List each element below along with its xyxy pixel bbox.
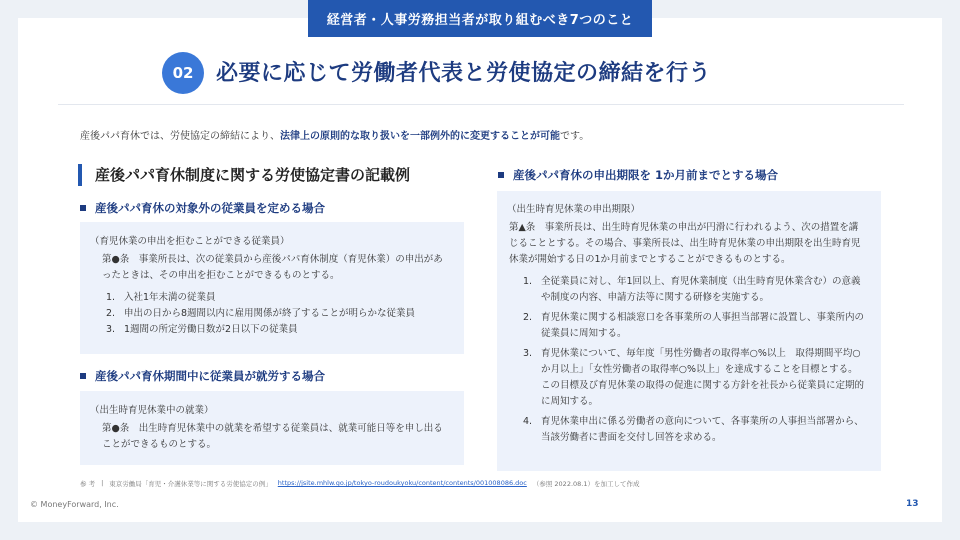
reference-suffix: （参照 2022.08.1）を加工して作成: [532, 480, 640, 488]
box-text: 第●条 出生時育児休業中の就業を希望する従業員は、就業可能日等を申し出ることができるものとする。: [102, 423, 443, 450]
reference-label: 参 考: [80, 480, 96, 488]
intro-pre: 産後パパ育休では、労使協定の締結により、: [80, 131, 280, 142]
list-item: 1. 全従業員に対し、年1回以上、育児休業制度（出生時育児休業含む）の意義や制度の内容、申請方法等に関する研修を実施する。: [523, 276, 861, 303]
list-item: 2. 申出の日から8週間以内に雇用関係が終了することが明らかな従業員: [106, 308, 416, 319]
list-item: 3. 1週間の所定労働日数が2日以下の従業員: [106, 324, 298, 335]
intro-highlight: 法律上の原則的な取り扱いを一部例外的に変更することが可能: [280, 131, 560, 142]
left-subtitle-1: [80, 200, 325, 216]
box-text: 第●条 事業所長は、次の従業員から産後パパ育休制度（育児休業）の申出があったときは、その申出を拒むことができるものとする。: [102, 254, 443, 281]
left-example-box-2: [80, 391, 464, 465]
list-item: 2. 育児休業に関する相談窓口を各事業所の人事担当部署に設置し、事業所内の従業員に周知する。: [523, 312, 865, 339]
intro-text: [80, 127, 589, 142]
box-caption: （出生時育児休業の申出期限）: [507, 204, 641, 215]
numbered-list: [507, 274, 867, 446]
square-bullet-icon: [80, 205, 86, 211]
page-number: 13: [906, 499, 919, 509]
left-section-title: 産後パパ育休制度に関する労使協定書の記載例: [78, 164, 410, 186]
left-subtitle-1-text: 産後パパ育休の対象外の従業員を定める場合: [95, 201, 325, 215]
numbered-list: [90, 290, 450, 338]
reference-note: [80, 479, 640, 488]
top-banner: 経営者・人事労務担当者が取り組むべき7つのこと: [308, 0, 652, 37]
divider: [58, 104, 904, 105]
box-caption: （出生時育児休業中の就業）: [90, 405, 214, 416]
square-bullet-icon: [80, 373, 86, 379]
list-item: 4. 育児休業申出に係る労働者の意向について、各事業所の人事担当部署から、当該労働者に書面を交付し回答を求める。: [523, 416, 864, 443]
box-text: 第▲条 事業所長は、出生時育児休業の申出が円滑に行われるよう、次の措置を講じることとする。その場合、事業所長は、出生時育児休業の申出期限を出生時育児休業が開始する日の1か月前までとすることができるものとする。: [509, 222, 861, 265]
reference-source: 東京労働局「育児・介護休業等に関する労使協定の例」: [109, 480, 272, 488]
square-bullet-icon: [498, 172, 504, 178]
reference-link[interactable]: https://jsite.mhlw.go.jp/tokyo-roudoukyoku/content/contents/001008086.doc: [277, 479, 527, 487]
box-caption: （育児休業の申出を拒むことができる従業員）: [90, 236, 290, 247]
right-subtitle-text: 産後パパ育休の申出期限を 1か月前までとする場合: [513, 168, 779, 182]
left-subtitle-2-text: 産後パパ育休期間中に従業員が就労する場合: [95, 369, 325, 383]
right-subtitle: [498, 167, 778, 183]
list-item: 1. 入社1年未満の従業員: [106, 292, 216, 303]
reference-separator: |: [101, 479, 104, 487]
copyright: © MoneyForward, Inc.: [30, 500, 119, 509]
page-title: 必要に応じて労働者代表と労使協定の締結を行う: [216, 61, 712, 86]
list-item: 3. 育児休業について、毎年度「男性労働者の取得率○%以上 取得期間平均○か月以上」「女性労働者の取得率○%以上」を達成することを目標とする。この目標及び育児休業の取得の促進に関する方針を社長から従業員に定期的に周知する。: [523, 348, 865, 407]
left-subtitle-2: [80, 368, 325, 384]
right-example-box: [497, 191, 881, 471]
section-number-badge: 02: [162, 52, 204, 94]
left-example-box-1: [80, 222, 464, 354]
intro-post: です。: [560, 131, 590, 142]
